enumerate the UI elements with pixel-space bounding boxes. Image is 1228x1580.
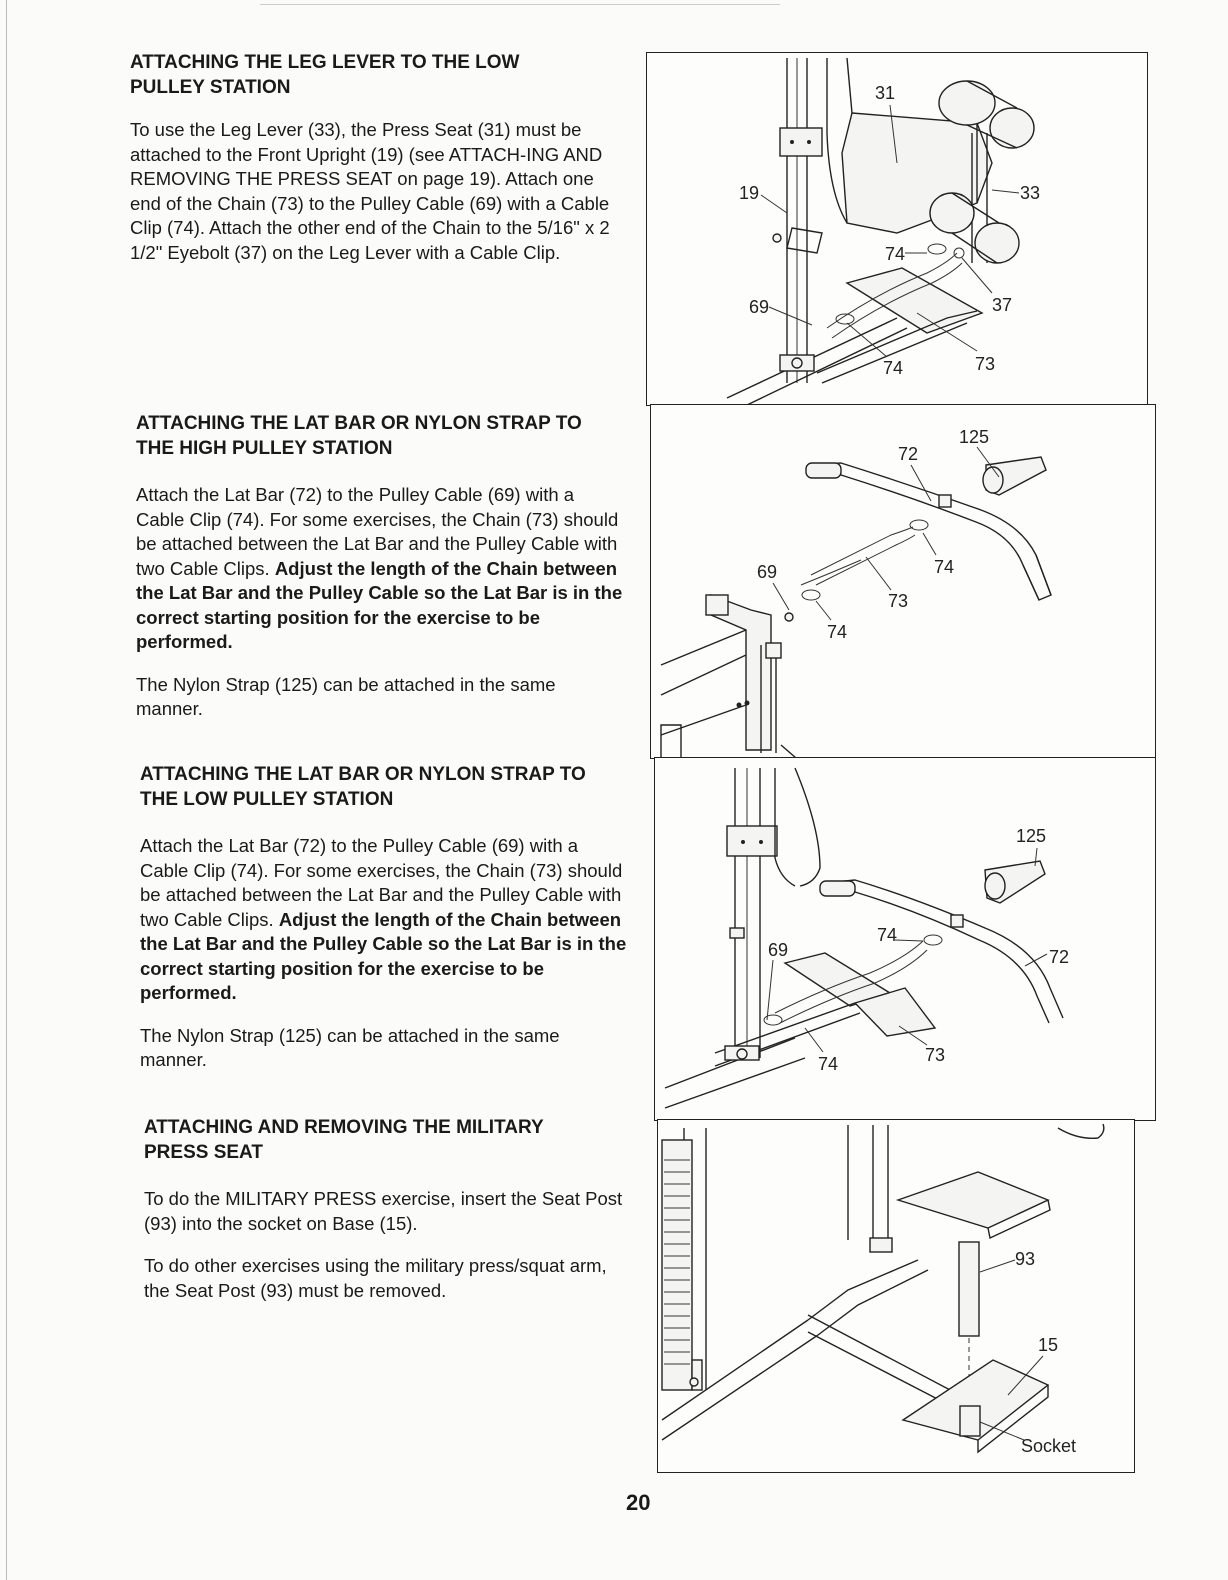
heading-line: PRESS SEAT bbox=[144, 1142, 263, 1163]
callout-37: 37 bbox=[992, 295, 1013, 315]
callout-74-right: 74 bbox=[934, 557, 955, 577]
section-heading bbox=[136, 411, 626, 461]
callout-15: 15 bbox=[1038, 1335, 1059, 1355]
section-low-pulley bbox=[140, 762, 630, 1073]
paragraph bbox=[136, 483, 626, 655]
callout-74-top: 74 bbox=[885, 244, 906, 264]
figure-leg-lever bbox=[646, 52, 1148, 406]
section-leg-lever bbox=[130, 50, 620, 265]
section-heading bbox=[144, 1115, 634, 1165]
page-number: 20 bbox=[626, 1490, 651, 1515]
callout-69: 69 bbox=[757, 562, 778, 582]
scan-edge bbox=[6, 0, 7, 1580]
figure-leg-lever-drawing bbox=[647, 53, 1147, 405]
paragraph: To do the MILITARY PRESS exercise, insert the Seat Post (93) into the socket on Base (15). bbox=[144, 1188, 623, 1234]
figure-low-pulley bbox=[654, 757, 1156, 1121]
paragraph bbox=[140, 834, 630, 1006]
paragraph: The Nylon Strap (125) can be attached in the same manner. bbox=[140, 1024, 560, 1070]
figure-military-press-seat bbox=[657, 1119, 1135, 1473]
scan-top-line bbox=[260, 4, 780, 5]
paragraph: To do other exercises using the military press/squat arm, the Seat Post (93) must be removed. bbox=[144, 1255, 607, 1301]
callout-93: 93 bbox=[1015, 1249, 1036, 1269]
heading-line: ATTACHING THE LAT BAR OR NYLON STRAP TO bbox=[140, 764, 586, 785]
callout-74-left: 74 bbox=[827, 622, 848, 642]
section-military-press-seat bbox=[144, 1115, 634, 1303]
heading-line: PULLEY STATION bbox=[130, 77, 291, 98]
callout-73: 73 bbox=[888, 591, 909, 611]
heading-line: ATTACHING AND REMOVING THE MILITARY bbox=[144, 1117, 544, 1138]
callout-33: 33 bbox=[1020, 183, 1041, 203]
section-heading bbox=[130, 50, 620, 100]
heading-line: ATTACHING THE LAT BAR OR NYLON STRAP TO bbox=[136, 413, 582, 434]
section-heading bbox=[140, 762, 630, 812]
callout-31: 31 bbox=[875, 83, 896, 103]
callout-73: 73 bbox=[925, 1045, 946, 1065]
paragraph-text: Attach the Lat Bar (72) to the Pulley Cable (69) with a Cable Clip (74). For some exercises, the Chain (73) should be attached between the Lat Bar and the Pulley Cable with two Cable Clips. bbox=[136, 484, 619, 579]
callout-73: 73 bbox=[975, 354, 996, 374]
heading-line: THE LOW PULLEY STATION bbox=[140, 789, 394, 810]
heading-line: THE HIGH PULLEY STATION bbox=[136, 438, 393, 459]
callout-69: 69 bbox=[768, 940, 789, 960]
figure-military-press-seat-drawing bbox=[658, 1120, 1134, 1472]
paragraph-bold-text: Adjust the length of the Chain between the Lat Bar and the Pulley Cable so the Lat Bar is in the correct starting position for the exercise to be performed. bbox=[140, 908, 627, 1003]
callout-72: 72 bbox=[1049, 947, 1070, 967]
callout-125: 125 bbox=[1016, 826, 1047, 846]
paragraph-text: Attach the Lat Bar (72) to the Pulley Cable (69) with a Cable Clip (74). For some exercises, the Chain (73) should be attached between the Lat Bar and the Pulley Cable with two Cable Clips. bbox=[140, 835, 623, 930]
heading-line: ATTACHING THE LEG LEVER TO THE LOW bbox=[130, 52, 520, 73]
callout-125: 125 bbox=[959, 427, 990, 447]
callout-19: 19 bbox=[739, 183, 760, 203]
callout-74-bottom: 74 bbox=[883, 358, 904, 378]
section-high-pulley bbox=[136, 411, 626, 722]
paragraph-bold-text: Adjust the length of the Chain between the Lat Bar and the Pulley Cable so the Lat Bar is in the correct starting position for the exercise to be performed. bbox=[136, 557, 623, 652]
callout-69: 69 bbox=[749, 297, 770, 317]
callout-socket: Socket bbox=[1021, 1436, 1077, 1456]
figure-low-pulley-drawing bbox=[655, 758, 1155, 1120]
paragraph: The Nylon Strap (125) can be attached in the same manner. bbox=[136, 673, 556, 719]
callout-72: 72 bbox=[898, 444, 919, 464]
callout-74-bottom: 74 bbox=[818, 1054, 839, 1074]
figure-high-pulley-drawing bbox=[651, 405, 1155, 758]
figure-high-pulley bbox=[650, 404, 1156, 759]
callout-74-top: 74 bbox=[877, 925, 898, 945]
paragraph: To use the Leg Lever (33), the Press Seat (31) must be attached to the Front Upright (19) (see ATTACH-ING AND REMOVING THE PRESS SEAT on page 19). Attach one end of the Chain (73) to the Pulley Cable (69) with a Cable Clip (74). Attach the other end of the Chain to the 5/16" x 2 1/2" Eyebolt (37) on the Leg Lever with a Cable Clip. bbox=[130, 119, 610, 263]
